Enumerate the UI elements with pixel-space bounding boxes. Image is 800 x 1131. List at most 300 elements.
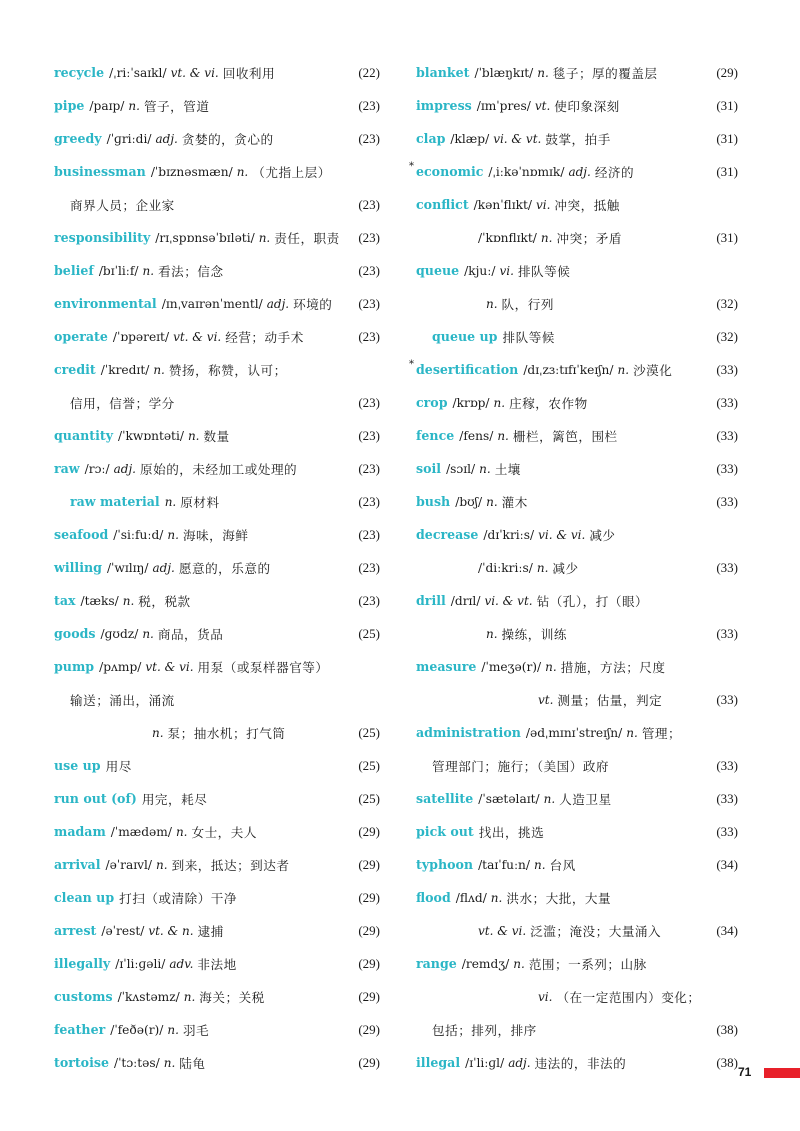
- part-of-speech: vi. & vi.: [538, 527, 586, 542]
- definition: 到来，抵达；到达者: [171, 858, 290, 873]
- vocab-entry: [416, 89, 738, 122]
- part-of-speech: n.: [536, 560, 549, 575]
- vocab-entry: [54, 485, 380, 518]
- definition: 女士，夫人: [191, 825, 257, 840]
- headword: flood: [416, 890, 451, 905]
- part-of-speech: adj.: [508, 1055, 531, 1070]
- part-of-speech: n.: [183, 989, 196, 1004]
- part-of-speech: n.: [490, 890, 503, 905]
- part-of-speech: n.: [152, 725, 164, 740]
- definition: （尤指上层）: [252, 165, 331, 180]
- definition: 包括；排列，排序: [432, 1023, 537, 1038]
- vocab-entry: [416, 584, 738, 617]
- definition: 原始的，未经加工或处理的: [140, 462, 298, 477]
- vocab-entry: [416, 617, 738, 650]
- headword: greedy: [54, 131, 102, 146]
- definition: 冲突，抵触: [554, 198, 620, 213]
- vocab-entry: [416, 947, 738, 980]
- page-reference: (25): [358, 625, 380, 641]
- vocab-entry: [54, 617, 380, 650]
- page-reference: (23): [358, 262, 380, 278]
- definition: 减少: [552, 561, 579, 576]
- part-of-speech: vt. & vi.: [170, 65, 219, 80]
- phonetic: /tæks/: [80, 593, 119, 608]
- headword: fence: [416, 428, 455, 443]
- phonetic: /dɪˈkriːs/: [483, 527, 535, 542]
- phonetic: /ˈmeʒə(r)/: [481, 659, 542, 674]
- phonetic: /ɪˈliːɡəli/: [115, 956, 166, 971]
- phonetic: /ˈkredɪt/: [100, 362, 150, 377]
- headword: tortoise: [54, 1055, 109, 1070]
- vocab-entry: [416, 782, 738, 815]
- vocab-entry: [54, 56, 380, 89]
- vocab-entry: [54, 386, 380, 419]
- headword: typhoon: [416, 857, 474, 872]
- headword: arrest: [54, 923, 97, 938]
- part-of-speech: n.: [236, 164, 249, 179]
- phonetic: /ˈblæŋkɪt/: [474, 65, 534, 80]
- definition: 队，行列: [501, 297, 554, 312]
- part-of-speech: n.: [142, 626, 154, 641]
- part-of-speech: n.: [163, 1055, 176, 1070]
- page-reference: (23): [358, 592, 380, 608]
- phonetic: /ˈsætəlaɪt/: [478, 791, 540, 806]
- page-reference: (29): [358, 988, 380, 1004]
- part-of-speech: vt. & n.: [148, 923, 194, 938]
- part-of-speech: n.: [142, 263, 155, 278]
- page-reference: (33): [716, 757, 738, 773]
- definition: 排队等候: [502, 330, 555, 345]
- headword: pipe: [54, 98, 85, 113]
- part-of-speech: n.: [545, 659, 557, 674]
- vocab-entry: [416, 188, 738, 221]
- phonetic: /krɒp/: [452, 395, 490, 410]
- vocab-entry: [409, 155, 738, 188]
- vocab-entry: [416, 287, 738, 320]
- part-of-speech: n.: [543, 791, 556, 806]
- phonetic: /remdʒ/: [461, 956, 510, 971]
- vocab-entry: [54, 221, 380, 254]
- phonetic: /əˈrest/: [101, 923, 145, 938]
- headword: tax: [54, 593, 76, 608]
- phonetic: /ˈdiːkriːs/: [478, 560, 533, 575]
- vocab-entry: [416, 518, 738, 551]
- definition: 鼓掌，拍手: [545, 132, 611, 147]
- phonetic: /kjuː/: [464, 263, 496, 278]
- definition: 愿意的，乐意的: [178, 561, 271, 576]
- part-of-speech: n.: [534, 857, 546, 872]
- vocab-entry: [54, 881, 380, 914]
- part-of-speech: vt. & vi.: [478, 923, 527, 938]
- phonetic: /klæp/: [450, 131, 490, 146]
- headword: feather: [54, 1022, 106, 1037]
- headword: measure: [416, 659, 477, 674]
- vocab-entry: [416, 386, 738, 419]
- definition: 信用，信誉；学分: [70, 396, 175, 411]
- vocab-entry: [54, 89, 380, 122]
- page-reference: (31): [716, 130, 738, 146]
- page-reference: (38): [716, 1054, 738, 1070]
- headword: bush: [416, 494, 451, 509]
- definition: 责任，职责: [274, 231, 340, 246]
- part-of-speech: n.: [156, 857, 168, 872]
- part-of-speech: vi.: [535, 197, 551, 212]
- phonetic: /ˈbɪznəsmæn/: [150, 164, 233, 179]
- page-reference: (33): [716, 460, 738, 476]
- page-reference: (23): [358, 97, 380, 113]
- headword: administration: [416, 725, 521, 740]
- headword: run out (of): [54, 791, 137, 806]
- phonetic: /ˈsiːfuːd/: [113, 527, 164, 542]
- definition: 泵；抽水机；打气筒: [167, 726, 286, 741]
- headword: environmental: [54, 296, 157, 311]
- page-reference: (34): [716, 922, 738, 938]
- definition: 措施，方法；尺度: [560, 660, 666, 675]
- vocab-entry: [416, 815, 738, 848]
- vocab-entry: [54, 287, 380, 320]
- definition: 回收利用: [222, 66, 276, 81]
- phonetic: /ˈkwɒntəti/: [118, 428, 184, 443]
- definition: （在一定范围内）变化；: [556, 990, 701, 1005]
- vocab-entry: [54, 551, 380, 584]
- page-reference: (23): [358, 427, 380, 443]
- vocab-entry: [54, 848, 380, 881]
- page-reference: (23): [358, 460, 380, 476]
- page-reference: (33): [716, 361, 738, 377]
- part-of-speech: vi.: [499, 263, 514, 278]
- vocab-entry: [54, 155, 380, 188]
- headword: businessman: [54, 164, 146, 179]
- definition: 栅栏，篱笆，围栏: [512, 429, 618, 444]
- phonetic: /ˈfeðə(r)/: [110, 1022, 164, 1037]
- page-reference: (23): [358, 229, 380, 245]
- part-of-speech: n.: [617, 362, 630, 377]
- headword: goods: [54, 626, 96, 641]
- definition: 土壤: [494, 462, 521, 477]
- definition: 排队等候: [517, 264, 571, 279]
- page-reference: (23): [358, 130, 380, 146]
- page-reference: (23): [358, 559, 380, 575]
- page-reference: (29): [716, 64, 738, 80]
- vocab-entry: [416, 1046, 738, 1079]
- vocab-entry: [54, 1046, 380, 1079]
- part-of-speech: n.: [537, 65, 549, 80]
- vocab-entry: [54, 188, 380, 221]
- definition: 环境的: [293, 297, 333, 312]
- page-accent-bar: [764, 1068, 800, 1078]
- part-of-speech: adj.: [266, 296, 290, 311]
- vocab-entry: [416, 122, 738, 155]
- definition: 贪婪的，贪心的: [181, 132, 274, 147]
- phonetic: /ɪmˈpres/: [476, 98, 531, 113]
- vocab-entry: [416, 254, 738, 287]
- headword: responsibility: [54, 230, 151, 245]
- part-of-speech: n.: [167, 1022, 179, 1037]
- vocab-entry: [416, 716, 738, 749]
- phonetic: /bʊʃ/: [455, 494, 483, 509]
- headword: crop: [416, 395, 448, 410]
- vocab-entry: [54, 1013, 380, 1046]
- definition: 非法地: [197, 957, 237, 972]
- headword: queue: [416, 263, 460, 278]
- part-of-speech: adj.: [113, 461, 136, 476]
- part-of-speech: n.: [187, 428, 200, 443]
- page-reference: (25): [358, 724, 380, 740]
- vocab-entry: [416, 56, 738, 89]
- headword: customs: [54, 989, 113, 1004]
- definition: 违法的，非法的: [534, 1056, 627, 1071]
- page-reference: (29): [358, 889, 380, 905]
- definition: 税，税款: [138, 594, 191, 609]
- phonetic: /ˌriːˈsaɪkl/: [109, 65, 167, 80]
- part-of-speech: vt.: [534, 98, 551, 113]
- page-reference: (33): [716, 823, 738, 839]
- definition: 数量: [203, 429, 230, 444]
- phonetic: /kənˈflɪkt/: [473, 197, 532, 212]
- page-reference: (29): [358, 1054, 380, 1070]
- vocab-entry: [54, 254, 380, 287]
- phonetic: /ɡʊdz/: [100, 626, 139, 641]
- headword: raw: [54, 461, 80, 476]
- part-of-speech: adv.: [169, 956, 194, 971]
- headword: illegal: [416, 1055, 461, 1070]
- phonetic: /ɪˈliːɡl/: [465, 1055, 505, 1070]
- vocab-column-left: [54, 56, 380, 1079]
- definition: 庄稼，农作物: [509, 396, 588, 411]
- phonetic: /ˈɒpəreɪt/: [112, 329, 170, 344]
- headword: arrival: [54, 857, 101, 872]
- page-reference: (33): [716, 691, 738, 707]
- vocab-entry: [416, 914, 738, 947]
- page-reference: (29): [358, 856, 380, 872]
- definition: 洪水；大批，大量: [506, 891, 612, 906]
- definition: 海味，海鲜: [182, 528, 249, 543]
- headword: clap: [416, 131, 446, 146]
- vocab-entry: [54, 683, 380, 716]
- headword: range: [416, 956, 457, 971]
- headword: pump: [54, 659, 95, 674]
- part-of-speech: n.: [258, 230, 271, 245]
- page-reference: (25): [358, 757, 380, 773]
- page-reference: (29): [358, 955, 380, 971]
- headword: seafood: [54, 527, 109, 542]
- vocab-entry: [54, 584, 380, 617]
- vocab-entry: [54, 320, 380, 353]
- headword: credit: [54, 362, 96, 377]
- definition: 人造卫星: [559, 792, 612, 807]
- part-of-speech: n.: [128, 98, 140, 113]
- part-of-speech: n.: [540, 230, 553, 245]
- page-reference: (23): [358, 526, 380, 542]
- definition: 看法；信念: [158, 264, 224, 279]
- page-number: 71: [738, 1065, 752, 1079]
- headword: quantity: [54, 428, 114, 443]
- page-reference: (32): [716, 328, 738, 344]
- part-of-speech: n.: [164, 494, 177, 509]
- definition: 用泵（或泵样器官等）: [197, 660, 329, 675]
- vocab-entry: [54, 452, 380, 485]
- vocab-entry: [416, 221, 738, 254]
- headword: madam: [54, 824, 106, 839]
- definition: 打扫（或清除）干净: [119, 891, 237, 906]
- phonetic: /ˈtɔːtəs/: [113, 1055, 160, 1070]
- definition: 使印象深刻: [554, 99, 620, 114]
- definition: 商界人员；企业家: [70, 198, 175, 213]
- vocab-entry: [416, 320, 738, 353]
- definition: 管理部门；施行；（美国）政府: [432, 759, 610, 774]
- part-of-speech: n.: [513, 956, 525, 971]
- vocab-entry: [416, 749, 738, 782]
- phonetic: /bɪˈliːf/: [98, 263, 139, 278]
- vocab-entry: [416, 881, 738, 914]
- phonetic: /ˈkʌstəmz/: [117, 989, 180, 1004]
- definition: 管子，管道: [143, 99, 210, 114]
- phonetic: /ɪnˌvaɪrənˈmentl/: [161, 296, 263, 311]
- page-reference: (23): [358, 295, 380, 311]
- part-of-speech: n.: [479, 461, 491, 476]
- definition: 原材料: [180, 495, 220, 510]
- vocab-entry: [409, 353, 738, 386]
- headword: economic: [416, 164, 484, 179]
- page-reference: (29): [358, 823, 380, 839]
- vocab-entry: [416, 452, 738, 485]
- definition: 测量；估量，判定: [557, 693, 663, 708]
- page-reference: (33): [716, 625, 738, 641]
- page-reference: (23): [358, 196, 380, 212]
- definition: 经营；动手术: [225, 330, 304, 345]
- phonetic: /ˈɡriːdi/: [106, 131, 152, 146]
- definition: 经济的: [594, 165, 635, 180]
- definition: 钻（孔），打（眼）: [536, 594, 649, 609]
- definition: 减少: [589, 528, 616, 543]
- part-of-speech: n.: [486, 296, 498, 311]
- part-of-speech: adj.: [152, 560, 175, 575]
- vocab-entry: [54, 650, 380, 683]
- page-reference: (25): [358, 790, 380, 806]
- vocab-entry: [416, 980, 738, 1013]
- phonetic: /drɪl/: [450, 593, 481, 608]
- part-of-speech: adj.: [568, 164, 591, 179]
- page-reference: (31): [716, 229, 738, 245]
- headword: operate: [54, 329, 108, 344]
- headword: clean up: [54, 890, 115, 905]
- part-of-speech: n.: [122, 593, 135, 608]
- vocab-entry: [54, 914, 380, 947]
- phonetic: /ədˌmɪnɪˈstreɪʃn/: [525, 725, 623, 740]
- part-of-speech: n.: [175, 824, 188, 839]
- part-of-speech: n.: [153, 362, 165, 377]
- definition: 用完，耗尽: [141, 792, 208, 807]
- definition: 找出，挑选: [478, 825, 545, 840]
- headword: soil: [416, 461, 442, 476]
- vocab-entry: [54, 980, 380, 1013]
- definition: 冲突；矛盾: [556, 231, 622, 246]
- definition: 输送；涌出，涌流: [70, 693, 175, 708]
- definition: 用尽: [105, 759, 132, 774]
- phonetic: /ˈmædəm/: [110, 824, 172, 839]
- page-reference: (29): [358, 1021, 380, 1037]
- vocab-entry: [416, 419, 738, 452]
- vocab-entry: [54, 782, 380, 815]
- part-of-speech: vt.: [538, 692, 554, 707]
- headword: use up: [54, 758, 101, 773]
- part-of-speech: vi. & vt.: [493, 131, 542, 146]
- page-reference: (23): [358, 493, 380, 509]
- phonetic: /rɪˌspɒnsəˈbɪləti/: [155, 230, 255, 245]
- phonetic: /rɔː/: [84, 461, 110, 476]
- headword: pick out: [416, 824, 474, 839]
- page-reference: (33): [716, 394, 738, 410]
- part-of-speech: n.: [493, 395, 506, 410]
- part-of-speech: vt. & vi.: [173, 329, 222, 344]
- page-reference: (33): [716, 790, 738, 806]
- part-of-speech: vi. & vt.: [484, 593, 533, 608]
- page-reference: (33): [716, 427, 738, 443]
- headword: blanket: [416, 65, 470, 80]
- phonetic: /ˌiːkəˈnɒmɪk/: [488, 164, 565, 179]
- phonetic: /ˈwɪlɪŋ/: [106, 560, 149, 575]
- phonetic: /taɪˈfuːn/: [478, 857, 531, 872]
- vocab-entry: [54, 716, 380, 749]
- definition: 沙漠化: [633, 363, 673, 378]
- vocab-entry: [54, 353, 380, 386]
- phonetic: /fens/: [459, 428, 494, 443]
- definition: 羽毛: [182, 1023, 210, 1038]
- phonetic: /əˈraɪvl/: [105, 857, 153, 872]
- vocab-entry: [416, 848, 738, 881]
- definition: 商品，货品: [157, 627, 224, 642]
- headword: willing: [54, 560, 102, 575]
- page-reference: (31): [716, 97, 738, 113]
- definition: 管理；: [641, 726, 682, 741]
- headword: recycle: [54, 65, 105, 80]
- vocab-entry: [54, 947, 380, 980]
- headword: belief: [54, 263, 94, 278]
- part-of-speech: vt. & vi.: [145, 659, 194, 674]
- page-reference: (22): [358, 64, 380, 80]
- part-of-speech: adj.: [155, 131, 178, 146]
- page-reference: (33): [716, 493, 738, 509]
- headword: illegally: [54, 956, 111, 971]
- definition: 海关；关税: [199, 990, 265, 1005]
- headword: conflict: [416, 197, 469, 212]
- phonetic: /pʌmp/: [99, 659, 142, 674]
- vocab-entry: [416, 650, 738, 683]
- headword: queue up: [432, 329, 498, 344]
- part-of-speech: n.: [497, 428, 509, 443]
- definition: 泛滥；淹没；大量涌入: [530, 924, 662, 939]
- definition: 陆龟: [179, 1056, 206, 1071]
- page-reference: (33): [716, 559, 738, 575]
- part-of-speech: n.: [167, 527, 179, 542]
- page-reference: (34): [716, 856, 738, 872]
- definition: 操练，训练: [501, 627, 568, 642]
- headword: decrease: [416, 527, 479, 542]
- headword: impress: [416, 98, 472, 113]
- headword: desertification: [416, 362, 519, 377]
- definition: 毯子；厚的覆盖层: [552, 66, 658, 81]
- phonetic: /flʌd/: [455, 890, 487, 905]
- vocab-entry: [54, 815, 380, 848]
- vocab-column-right: [409, 56, 738, 1079]
- headword: drill: [416, 593, 446, 608]
- part-of-speech: n.: [486, 494, 498, 509]
- vocab-entry: [54, 122, 380, 155]
- part-of-speech: n.: [626, 725, 638, 740]
- part-of-speech: vi.: [538, 989, 553, 1004]
- page-reference: (23): [358, 328, 380, 344]
- vocab-entry: [416, 683, 738, 716]
